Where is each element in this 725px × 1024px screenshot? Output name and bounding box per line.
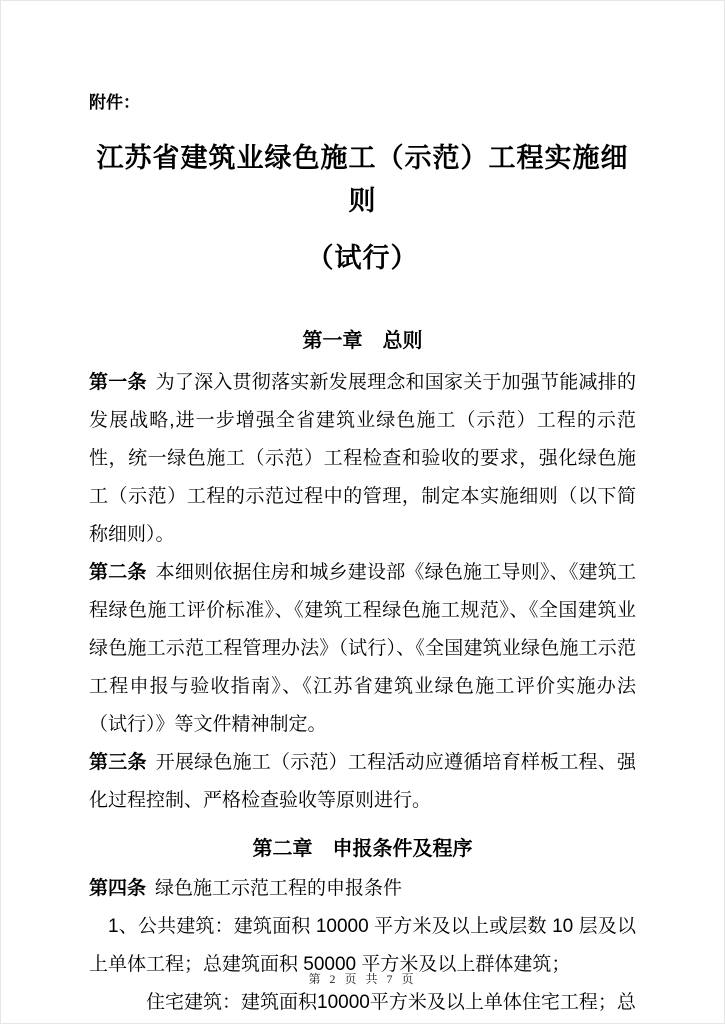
list-item-residential-building: 住宅建筑：建筑面积10000平方米及以上单体住宅工程；总 <box>146 992 636 1013</box>
article-1 <box>89 364 636 554</box>
attachment-label: 附件： <box>89 93 140 112</box>
article-2-text: 本细则依据住房和城乡建设部《绿色施工导则》、《建筑工程绿色施工评价标准》、《建筑工程绿色施工规范》、《全国建筑业绿色施工示范工程管理办法》（试行）、《全国建筑业绿色施工示范工程申报与验收指南》、《江苏省建筑业绿色施工评价实施办法（试行）》等文件精神制定。 <box>89 562 636 735</box>
list-item-public-building: 1、公共建筑：建筑面积 10000 平方米及以上或层数 10 层及以上单体工程；总建筑面积 50000 平方米及以上群体建筑； <box>89 916 636 975</box>
article-2 <box>89 554 636 744</box>
article-4-label: 第四条 <box>89 878 147 899</box>
document-title: 江苏省建筑业绿色施工（示范）工程实施细则 <box>96 143 629 216</box>
article-4-text: 绿色施工示范工程的申报条件 <box>155 878 403 899</box>
article-3-text: 开展绿色施工（示范）工程活动应遵循培育样板工程、强化过程控制、严格检查验收等原则进行。 <box>89 752 636 811</box>
article-4 <box>89 870 636 908</box>
document-subtitle: （试行） <box>306 243 419 273</box>
article-1-label: 第一条 <box>89 372 147 393</box>
article-3-label: 第三条 <box>89 752 147 773</box>
article-2-label: 第二条 <box>89 562 147 583</box>
article-3 <box>89 744 636 820</box>
chapter-2-heading: 第二章 申报条件及程序 <box>252 838 473 860</box>
article-1-text: 为了深入贯彻落实新发展理念和国家关于加强节能减排的发展战略,进一步增强全省建筑业绿色施工（示范）工程的示范性，统一绿色施工（示范）工程检查和验收的要求，强化绿色施工（示范）工程的示范过程中的管理，制定本实施细则（以下简称细则）。 <box>89 372 636 545</box>
chapter-1-heading: 第一章 总则 <box>302 330 423 352</box>
page-number: 第 2 页 共 7 页 <box>308 972 417 986</box>
